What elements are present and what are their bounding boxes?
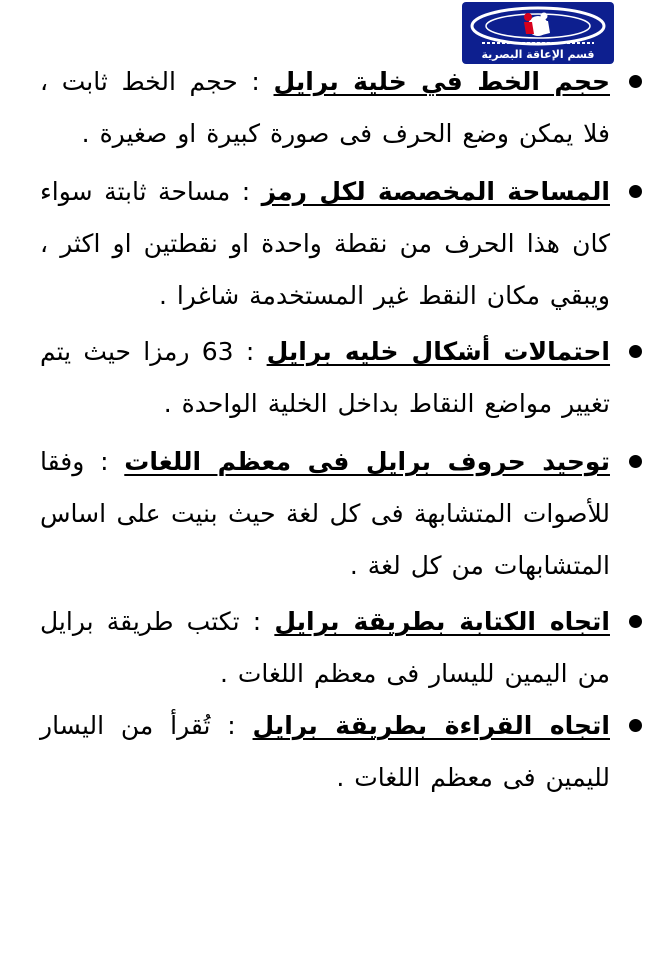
item-text: 63 رمزا حيث يتم تغيير مواضع النقاط بداخل الخلية الواحدة .: [40, 337, 610, 418]
list-item: [40, 596, 610, 700]
bullet-icon: [629, 185, 642, 198]
list-item: [40, 436, 610, 592]
list-item: [40, 56, 610, 160]
item-term: توحيد حروف برايل فى معظم اللغات: [124, 447, 610, 476]
bullet-icon: [629, 345, 642, 358]
item-text: حجم الخط ثابت ، فلا يمكن وضع الحرف فى صورة كبيرة او صغيرة .: [40, 67, 610, 148]
item-separator: :: [210, 711, 253, 740]
bullet-icon: [629, 615, 642, 628]
item-separator: :: [84, 447, 125, 476]
item-text: وفقا للأصوات المتشابهة فى كل لغة حيث بنيت على اساس المتشابهات من كل لغة .: [40, 447, 610, 580]
bullet-icon: [629, 455, 642, 468]
item-term: اتجاه الكتابة بطريقة برايل: [274, 607, 610, 636]
item-text: مساحة ثابتة سواء كان هذا الحرف من نقطة واحدة او نقطتين او اكثر ، ويبقي مكان النقط غير المستخدمة شاغرا .: [40, 177, 610, 310]
logo-text: قسم الإعاقة البصرية: [481, 48, 595, 61]
document-body: [40, 56, 610, 804]
department-logo: [462, 2, 614, 64]
list-item: [40, 166, 610, 322]
item-term: المساحة المخصصة لكل رمز: [261, 177, 610, 206]
item-term: اتجاه القراءة بطريقة برايل: [252, 711, 610, 740]
item-term: احتمالات أشكال خليه برايل: [266, 337, 611, 366]
item-separator: :: [237, 67, 274, 96]
item-text: تكتب طريقة برايل من اليمين لليسار فى معظم اللغات .: [40, 607, 610, 688]
item-text: تُقرأ من اليسار لليمين فى معظم اللغات .: [40, 711, 610, 792]
item-separator: :: [233, 337, 267, 366]
item-separator: :: [230, 177, 262, 206]
item-separator: :: [239, 607, 275, 636]
list-item: [40, 326, 610, 430]
item-term: حجم الخط في خلية برايل: [273, 67, 610, 96]
list-item: [40, 700, 610, 804]
bullet-icon: [629, 719, 642, 732]
bullet-icon: [629, 75, 642, 88]
